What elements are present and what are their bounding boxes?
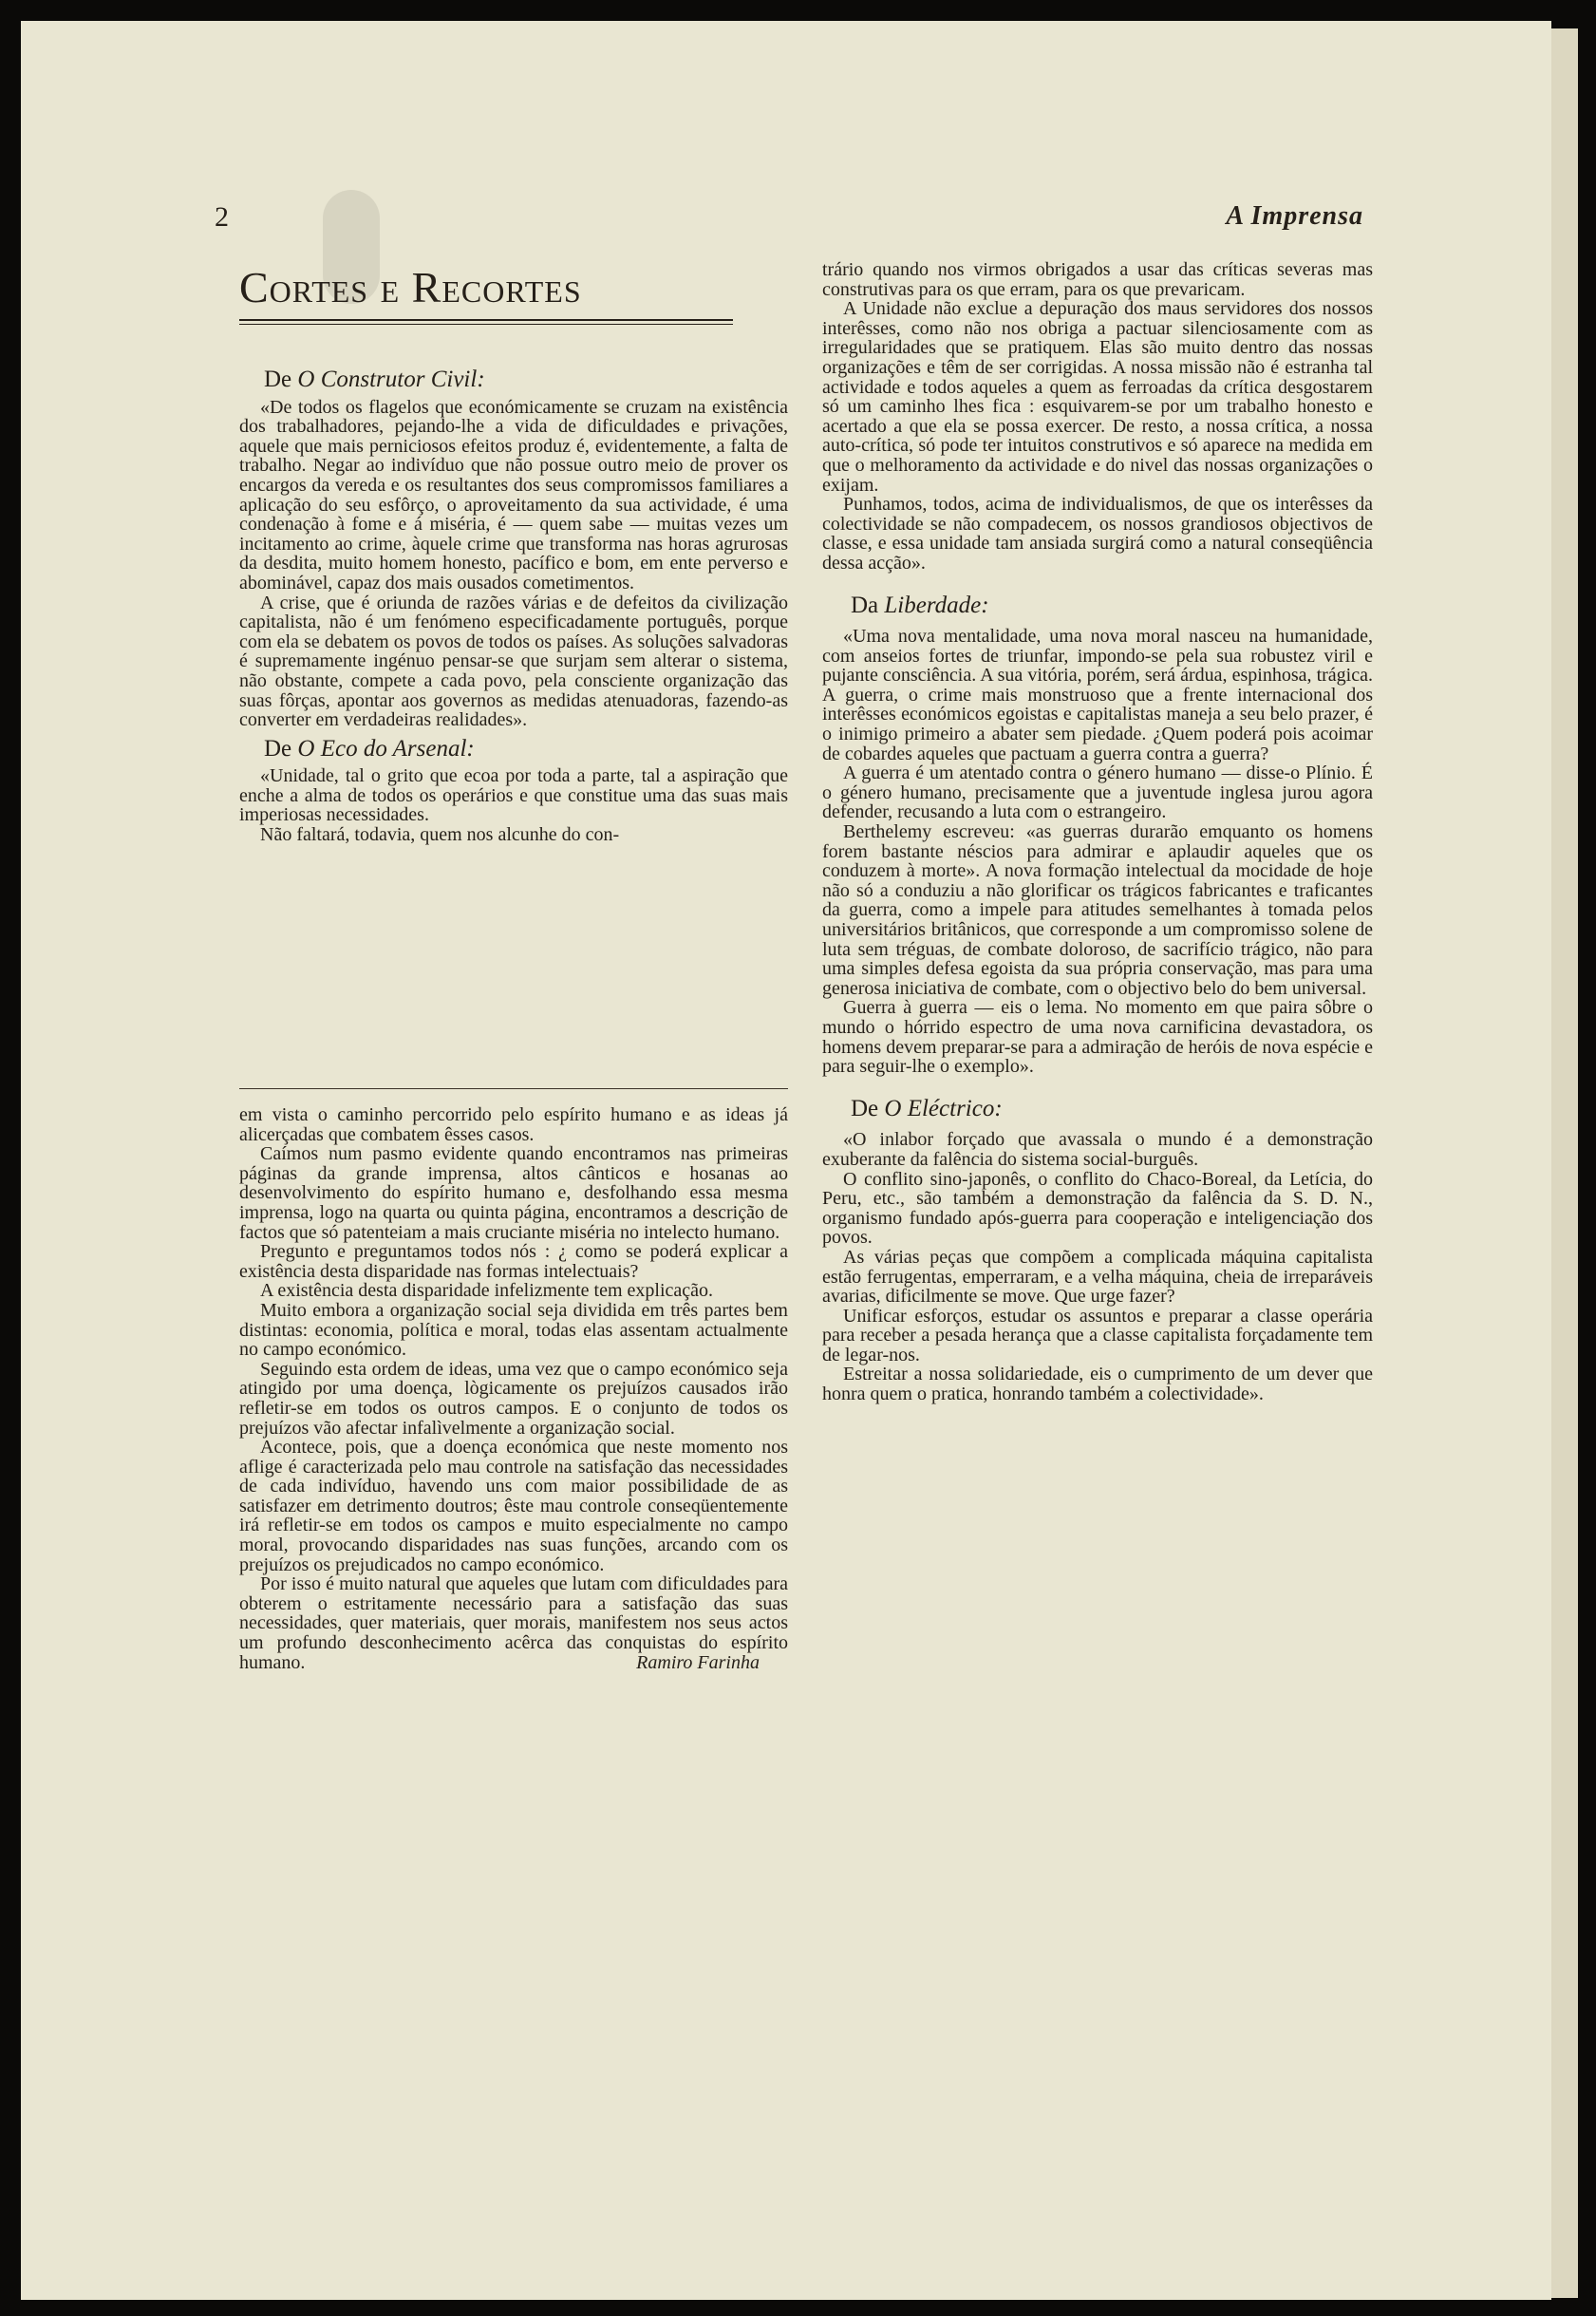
article-paragraph: Guerra à guerra — eis o lema. No momento em que paira sôbre o mundo o hórrido espectro de uma nova carnificina devastadora, os homens devem preparar-se para a admiração de heróis de nova espécie e para seguir-lhe o exemplo».	[822, 997, 1373, 1078]
article-paragraph: Unificar esforços, estudar os assuntos e preparar a classe operária para receber a pesada herança que a classe capitalista forçadamente tem de legar-nos.	[822, 1305, 1373, 1365]
source-prefix: De	[264, 735, 292, 762]
source-prefix: De	[264, 367, 292, 392]
article-paragraph: Por isso é muito natural que aqueles que lutam com dificuldades para obterem o estritamente necessário para a satisfação das suas necessidades, quer materiais, quer morais, manifestem nos seus actos um profundo desconhecimento acêrca das conquistas do espírito humano.	[239, 1573, 788, 1673]
article-paragraph: em vista o caminho percorrido pelo espírito humano e as ideas já alicerçadas que combatem êsses casos.	[239, 1104, 788, 1145]
source-heading	[851, 1095, 1373, 1121]
article-paragraph: «Unidade, tal o grito que ecoa por toda a parte, tal a aspiração que enche a alma de todos os operários e que constitue uma das suas mais imperiosas necessidades.	[239, 765, 788, 826]
article-paragraph: A Unidade não exclue a depuração dos maus servidores dos nossos interêsses, como não nos obriga a pactuar silenciosamente com as irregularidades que se pratiquem. Elas são muito dentro das nossas organizações e têm de ser corrigidas. A nossa missão não é estranha tal actividade e todos aqueles a quem as ferroadas da crítica desgostarem só um caminho lhes fica : esquivarem-se por um trabalho honesto e acertado a que ela se possa exercer. De resto, a nossa crítica, a nossa auto-crítica, só pode ter intuitos construtivos e só aparece na medida em que o melhoramento da actividade e do nivel das nossas organizações o exijam.	[822, 298, 1373, 496]
article-paragraph: As várias peças que compõem a complicada máquina capitalista estão ferrugentas, emperraram, e a velha máquina, cheia de irreparáveis avarias, dificilmente se move. Que urge fazer?	[822, 1246, 1373, 1308]
source-heading	[264, 735, 788, 762]
article-paragraph: Caímos num pasmo evidente quando encontramos nas primeiras páginas da grande imprensa, altos cânticos e hosanas ao desenvolvimento do espírito humano e, desfolhando essa mesma imprensa, logo na quarta ou quinta página, encontramos a descrição de factos que só patenteiam a mais cruciante miséria no intelecto humano.	[239, 1143, 788, 1243]
article-paragraph: Punhamos, todos, acima de individualismos, de que os interêsses da colectividade se não compadecem, os nossos grandiosos objectivos de classe, e essa unidade tam ansiada surgirá como a natural conseqüência dessa acção».	[822, 494, 1373, 574]
article-paragraph: Muito embora a organização social seja dividida em três partes bem distintas: economia, política e moral, todas elas assentam actualmente no campo económico.	[239, 1299, 788, 1361]
source-prefix: Da	[851, 592, 879, 618]
title-rule-thin	[239, 324, 733, 325]
source-name: O Eco do Arsenal:	[297, 735, 475, 762]
source-name: O Eléctrico:	[884, 1095, 1003, 1121]
title-rule	[239, 319, 733, 321]
article-paragraph: Pregunto e preguntamos todos nós : ¿ como se poderá explicar a existência desta disparidade nas formas intelectuais?	[239, 1241, 788, 1282]
right-column	[822, 260, 1373, 1404]
source-name: O Construtor Civil:	[297, 367, 485, 392]
article-paragraph: Berthelemy escreveu: «as guerras durarão emquanto os homens forem bastante néscios para admirar e aplaudir aqueles que os conduzem à morte». A nova formação intelectual da mocidade de hoje não só a conduziu a não glorificar os trágicos fabricantes e traficantes da guerra, como a impele para atitudes semelhantes à tomada pelos universitários britânicos, que corresponde a um compromisso solene de luta sem tréguas, de combate doloroso, de sacrifício trágico, não para uma simples defesa egoista da sua própria conservação, mas para uma generosa iniciativa de combate, com o objectivo belo do bem universal.	[822, 821, 1373, 999]
paper-edge	[1551, 28, 1578, 2298]
masthead-title: A Imprensa	[1226, 201, 1363, 231]
source-name: Liberdade:	[884, 592, 989, 618]
page-header	[215, 201, 1363, 239]
page-number: 2	[215, 201, 229, 233]
article-paragraph: Estreitar a nossa solidariedade, eis o cumprimento de um dever que honra quem o pratica, honrando também a colectividade».	[822, 1364, 1373, 1405]
author-byline: Ramiro Farinha	[636, 1652, 760, 1674]
source-heading	[264, 367, 788, 392]
article-paragraph: Acontece, pois, que a doença económica que neste momento nos aflige é caracterizada pelo mau controle na satisfação das necessidades de cada indivíduo, havendo uns com maior possibilidade de as satisfazer em detrimento doutros; êste mau controle conseqüentemente irá refletir-se em todos os campos e muito especialmente no campo moral, provocando disparidades nas suas funções, arcando com os prejuízos os prejudicados no campo económico.	[239, 1437, 788, 1575]
column-divider	[239, 1088, 788, 1089]
section-title: Cortes e Recortes	[239, 263, 582, 311]
article-paragraph: Seguindo esta ordem de ideas, uma vez que o campo económico seja atingido por uma doença, lògicamente os prejuízos causados irão refletir-se em todos os outros campos. E o conjunto de todos os prejuízos vão afectar infalìvelmente a organização social.	[239, 1358, 788, 1439]
article-paragraph: «O inlabor forçado que avassala o mundo é a demonstração exuberante da falência do sistema social-burguês.	[822, 1129, 1373, 1170]
article-paragraph: trário quando nos virmos obrigados a usar das críticas severas mas construtivas para os que erram, para os que prevaricam.	[822, 259, 1373, 300]
left-column-bottom	[239, 1105, 788, 1673]
source-heading	[851, 592, 1373, 618]
article-paragraph: «De todos os flagelos que económicamente se cruzam na existência dos trabalhadores, pejando-lhe a vida de dificuldades e privações, aquele que mais perniciosos efeitos produz é, evidentemente, a falta de trabalho. Negar ao indivíduo que não possue outro meio de prover os encargos da vereda e os resultantes dos seus compromissos familiares a aplicação do seu esfôrço, o aproveitamento da sua actividade, é uma condenação à fome e á miséria, é — quem sabe — muitas vezes um incitamento ao crime, àquele crime que transforma nas horas agrurosas da desdita, muito homem honesto, pacífico e bom, em ente perverso e abominável, capaz dos mais ousados cometimentos.	[239, 396, 788, 593]
left-column-top	[239, 367, 788, 846]
article-paragraph: «Uma nova mentalidade, uma nova moral nasceu na humanidade, com anseios fortes de triunfar, impondo-se pela sua robustez viril e pujante consciência. A sua vitória, porém, será árdua, espinhosa, trágica. A guerra, o crime mais monstruoso que a frente internacional dos interêsses económicos egoistas e capitalistas maneja a seu belo prazer, é o inimigo primeiro a abater sem piedade. ¿Quem poderá pois acoimar de cobardes aqueles que pactuam a guerra contra a guerra?	[822, 626, 1373, 764]
article-paragraph: O conflito sino-japonês, o conflito do Chaco-Boreal, da Letícia, do Peru, etc., são também a demonstração da falência da S. D. N., organismo fundado após-guerra para cooperação e inteligenciação dos povos.	[822, 1168, 1373, 1249]
source-prefix: De	[851, 1095, 879, 1121]
article-paragraph: A guerra é um atentado contra o género humano — disse-o Plínio. É o género humano, precisamente que a juventude inglesa jurou agora defender, recusando a luta com o estrangeiro.	[822, 763, 1373, 823]
article-paragraph: Não faltará, todavia, quem nos alcunhe do con-	[260, 824, 620, 846]
article-paragraph: A crise, que é oriunda de razões várias e de defeitos da civilização capitalista, não é um fenómeno especificadamente português, porque com ela se debatem os povos de todos os países. As soluções salvadoras é supremamente ingénuo pensar-se que surjam sem alterar o sistema, não obstante, compete a cada povo, pela consciente organização das suas fôrças, apontar aos governos as medidas atenuadoras, fazendo-as converter em verdadeiras realidades».	[239, 592, 788, 731]
article-paragraph: A existência desta disparidade infelizmente tem explicação.	[260, 1280, 714, 1302]
